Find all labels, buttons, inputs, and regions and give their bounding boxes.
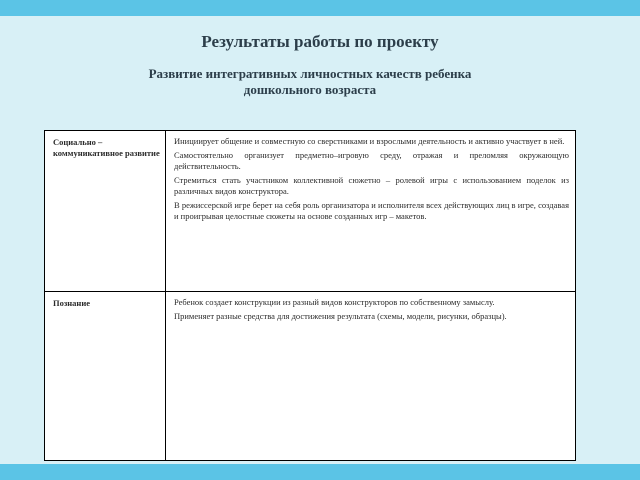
slide [0,16,640,464]
result-item: Применяет разные средства для достижения результата (схемы, модели, рисунки, образцы). [174,311,507,321]
page-title: Результаты работы по проекту [201,32,439,51]
page-subtitle: Развитие интегративных личностных качеств ребенка дошкольного возраста [148,66,472,97]
results-cell [166,131,575,291]
result-item: Стремиться стать участником коллективной сюжетно – ролевой игры с использованием поделок из различных видов конструктора. [174,175,569,196]
result-item: Ребенок создает конструкции из разный видов конструкторов по собственному замыслу. [174,297,495,307]
result-item: Самостоятельно организует предметно–игровую среду, отражая и преломляя окружающую действительность. [174,150,569,171]
results-table [44,130,576,461]
area-cell: Социально – коммуникативное развитие [45,131,166,291]
area-cell: Познание [45,292,166,460]
table-row [45,292,575,460]
table-row [45,131,575,292]
result-item: Инициирует общение и совместную со сверстниками и взрослыми деятельность и активно участвует в ней. [174,136,565,146]
results-cell [166,292,575,460]
result-item: В режиссерской игре берет на себя роль организатора и исполнителя всех действующих лиц в игре, создавая и проигрывая целостные сюжеты на основе созданных игр – макетов. [174,200,569,221]
